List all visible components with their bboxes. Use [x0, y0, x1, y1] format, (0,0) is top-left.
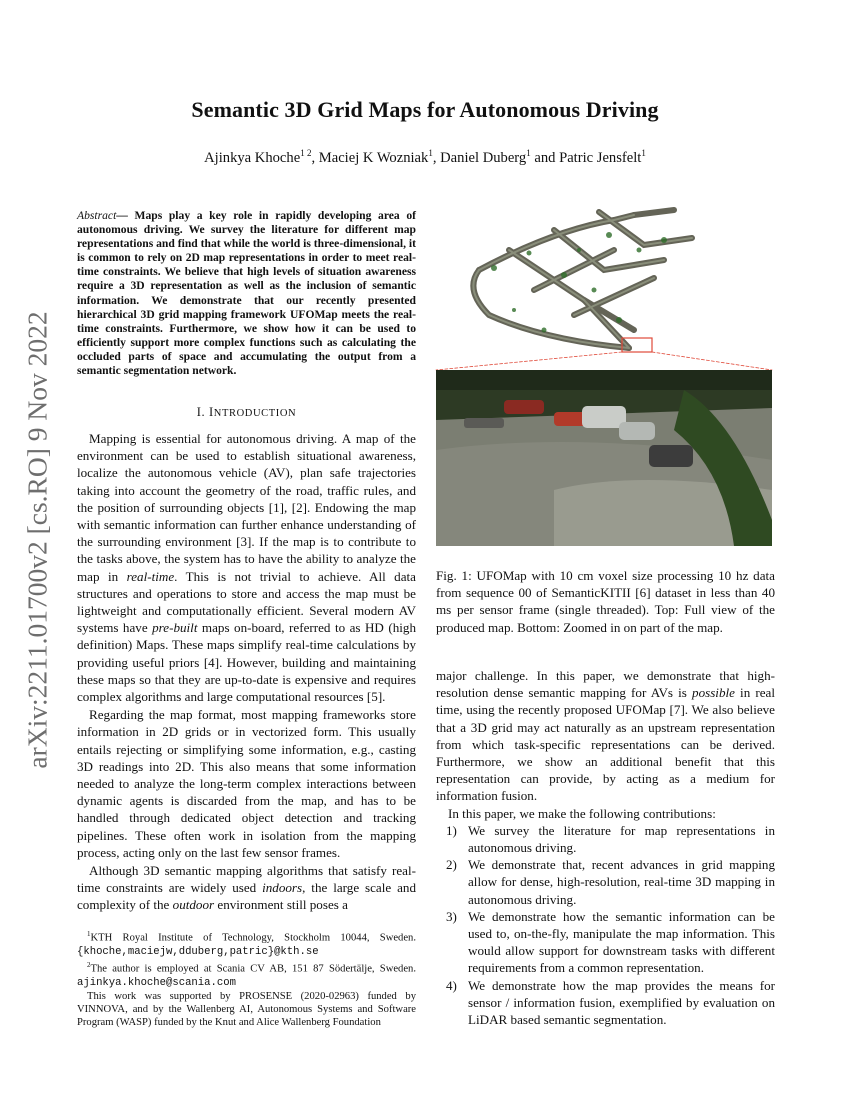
figure-1-image: [434, 190, 774, 550]
footnotes: [77, 928, 416, 1029]
footnote-2: $^2$The author is employed at Scania CV AB, 151 87 Södertälje, Sweden. ajinkya.khoche@scania.com: [77, 960, 416, 989]
author-affiliation-mark: 1: [641, 148, 646, 158]
author-affiliation-mark: 1: [428, 148, 433, 158]
contribution-item: [436, 822, 775, 856]
abstract: [77, 209, 416, 378]
left-column-body: [77, 430, 416, 915]
author-name: Maciej K Wozniak: [318, 149, 429, 166]
contribution-text: We survey the literature for map representations in autonomous driving.: [468, 822, 775, 856]
contribution-item: [436, 856, 775, 908]
paper-title: Semantic 3D Grid Maps for Autonomous Driving: [191, 97, 659, 122]
author-list: Ajinkya Khoche$^{1 2}$, Maciej K Wozniak$^1$, Daniel Duberg$^1$ and Patric Jensfelt$^1$: [204, 148, 646, 166]
intro-paragraph-1: Mapping is essential for autonomous driving. A map of the environment can be used to establish situational awareness, localize the autonomous vehicle (AV), plan safe trajectories taking into account the geometry of the road, traffic rules, and the position of surrounding objects [1], [2]. Endowing the map with semantic information can further enhance understanding of the surrounding environment [3]. If the map is to contribute to the tasks above, the system has to have the ability to analyze the map in real-time. This is not trivial to achieve. All data structures and operations to store and access the map must be lightweight and computationally efficient. Several modern AV systems have pre-built maps on-board, referred to as HD (high definition) Maps. These maps simplify real-time calculations by providing useful priors [4]. However, building and maintaining these maps so that they are up-to-date is expensive and requires complex algorithms and large computational resources [5].: [77, 431, 416, 705]
abstract-text: — Maps play a key role in rapidly developing area of autonomous driving. We survey the literature for different map representations and find that while the world is three-dimensional, it is common to rely on 2D map representations in order to meet real-time constraints. We believe that high levels of situation awareness require a 3D representation as well as the inclusion of semantic information. We demonstrate that our recently presented hierarchical 3D grid mapping framework UFOMap meets the real-time constraints. Furthermore, we show how it can be used to efficiently support more complex functions such as calculating the occluded parts of space and accumulating the output from a semantic segmentation network.: [77, 209, 416, 378]
author-affiliation-mark: 1: [526, 148, 531, 158]
contribution-list: [436, 822, 775, 1028]
contribution-item: [436, 908, 775, 977]
intro-paragraph-3: Although 3D semantic mapping algorithms that satisfy real-time constraints are widely used indoors, the large scale and complexity of the outdoor environment still poses a: [77, 863, 416, 913]
contribution-number: 4): [446, 977, 457, 993]
section-heading-introduction: [77, 405, 416, 420]
footnote-2-email: ajinkya.khoche@scania.com: [77, 976, 236, 989]
section-numeral: I.: [196, 405, 206, 419]
contribution-number: 2): [446, 857, 457, 873]
right-column-body: [436, 667, 775, 1028]
right-paragraph-1: major challenge. In this paper, we demonstrate that high-resolution dense semantic mapping for AVs is possible in real time, using the recently proposed UFOMap [7]. We also believe that a 3D grid may act naturally as an upstream representation from which task-specific representations can be derived. Furthermore, we show an additional benefit that this representation can provide, by acting as a medium for information fusion.: [436, 668, 775, 804]
author-name: Daniel Duberg: [440, 149, 527, 166]
contribution-number: 1): [446, 822, 457, 838]
abstract-label: Abstract: [77, 209, 117, 222]
contribution-text: We demonstrate how the semantic information can be used to, on-the-fly, manipulate the map information. This would allow support for downstream tasks with different requirements from a common representation.: [468, 908, 775, 976]
footnote-1: $^1$KTH Royal Institute of Technology, Stockholm 10044, Sweden. {khoche,maciejw,dduberg,patric}@kth.se: [77, 930, 416, 958]
funding-note: This work was supported by PROSENSE (2020-02963) funded by VINNOVA, and by the Wallenberg AI, Autonomous Systems and Software Program (WASP) funded by the Knut and Alice Wallenberg Foundation: [77, 990, 416, 1029]
footnote-1-email: {khoche,maciejw,dduberg,patric}@kth.se: [77, 945, 319, 958]
full-map-view: [436, 210, 772, 370]
arxiv-sidebar: [18, 290, 58, 790]
author-name: Ajinkya Khoche: [204, 149, 301, 166]
contribution-text: We demonstrate that, recent advances in grid mapping allow for dense, high-resolution, real-time 3D mapping in autonomous driving.: [468, 857, 775, 907]
intro-paragraph-2: Regarding the map format, most mapping frameworks store information in 2D grids or in vectorized form. This usually entails rejecting or simplifying some information, e.g., casting 3D readings into 2D. This also means that some information needed to analyze the long-term complex interactions between dynamic agents is discarded from the map, and has to be handled through dedicated object detection and tracking pipelines. These often work in isolation from the mapping process, acting only on the last few sensor frames.: [77, 707, 416, 860]
figure-1: [434, 190, 774, 550]
contribution-number: 3): [446, 908, 457, 924]
section-title-first-letter: I: [209, 405, 214, 419]
figure-1-caption: Fig. 1: UFOMap with 10 cm voxel size processing 10 hz data from sequence 00 of SemanticKITII [6] dataset in less than 40 ms per sensor frame (single threaded). Top: Full view of the produced map. Bottom: Zoomed in on part of the map.: [436, 568, 775, 635]
author-affiliation-mark: 1 2: [300, 148, 312, 158]
contribution-item: [436, 977, 775, 1029]
contribution-text: We demonstrate how the map provides the means for sensor / information fusion, exemplified by evaluation on LiDAR based semantic segmentation.: [468, 977, 775, 1028]
zoomed-map-view: [436, 370, 772, 546]
arxiv-identifier: arXiv:2211.01700v2 [cs.RO] 9 Nov 2022: [22, 311, 53, 769]
section-title-rest: NTRODUCTION: [213, 408, 297, 419]
author-name: Patric Jensfelt: [559, 149, 642, 166]
right-paragraph-2: In this paper, we make the following contributions:: [448, 805, 716, 821]
